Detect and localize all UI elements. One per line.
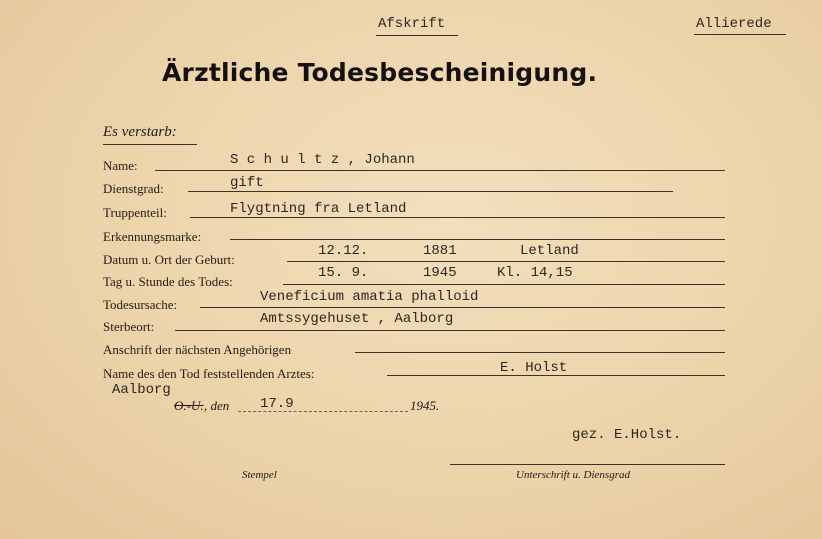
field-label-sterbeort: Sterbeort: [103, 319, 155, 334]
field-value-death-date: 15. 9. [318, 265, 369, 281]
field-value-arzt: E. Holst [500, 360, 568, 376]
field-value-name: S c h u l t z , Johann [230, 152, 415, 168]
field-value-dienstgrad: gift [230, 175, 264, 191]
signature-line [450, 464, 725, 465]
field-line-truppenteil [190, 217, 725, 218]
field-value-death-time: Kl. 14,15 [497, 265, 573, 281]
year-printed: 1945. [410, 398, 440, 413]
unterschrift-label: Unterschrift u. Diensgrad [516, 469, 630, 481]
den-label: , den [204, 398, 230, 413]
field-line-angehoerigen [355, 352, 725, 353]
field-label-erkennungsmarke: Erkennungsmarke: [103, 229, 202, 244]
field-label-truppenteil: Truppenteil: [103, 205, 167, 220]
field-line-geburt [287, 261, 725, 262]
stempel-label: Stempel [242, 469, 277, 481]
afskrift-stamp: Afskrift [378, 16, 446, 32]
ou-struck: O.-U. [174, 398, 204, 413]
field-value-birth-date: 12.12. [318, 243, 369, 259]
place-typed: Aalborg [112, 382, 171, 398]
field-value-sterbeort: Amtssygehuset , Aalborg [260, 311, 454, 327]
field-line-sterbeort [175, 330, 725, 331]
allierede-stamp: Allierede [696, 16, 772, 32]
document-title: Ärztliche Todesbescheinigung. [162, 58, 598, 87]
field-label-dienstgrad: Dienstgrad: [103, 181, 164, 196]
section-label: Es verstarb: [103, 124, 177, 140]
field-label-todesursache: Todesursache: [103, 297, 178, 312]
field-value-death-year: 1945 [423, 265, 457, 281]
field-value-birth-place: Letland [520, 243, 579, 259]
date-typed: 17.9 [260, 396, 294, 412]
date-dotted-line [238, 411, 408, 412]
field-line-erkennungsmarke [230, 239, 725, 240]
field-label-todes: Tag u. Stunde des Todes: [103, 274, 233, 289]
field-line-name [155, 170, 725, 171]
field-label-geburt: Datum u. Ort der Geburt: [103, 252, 235, 267]
field-line-todes [283, 284, 725, 285]
field-label-angehoerigen: Anschrift der nächsten Angehörigen [103, 342, 292, 357]
signature-typed: gez. E.Holst. [572, 427, 682, 443]
afskrift-underline [376, 35, 458, 36]
allierede-underline [694, 34, 786, 35]
section-label-underline [103, 144, 197, 145]
field-label-arzt: Name des den Tod feststellenden Arztes: [103, 366, 315, 381]
field-value-todesursache: Veneficium amatia phalloid [260, 289, 479, 305]
field-label-name: Name: [103, 158, 138, 173]
field-line-todesursache [200, 307, 725, 308]
field-line-dienstgrad [188, 191, 673, 192]
field-value-truppenteil: Flygtning fra Letland [230, 201, 407, 217]
field-value-birth-year: 1881 [423, 243, 457, 259]
